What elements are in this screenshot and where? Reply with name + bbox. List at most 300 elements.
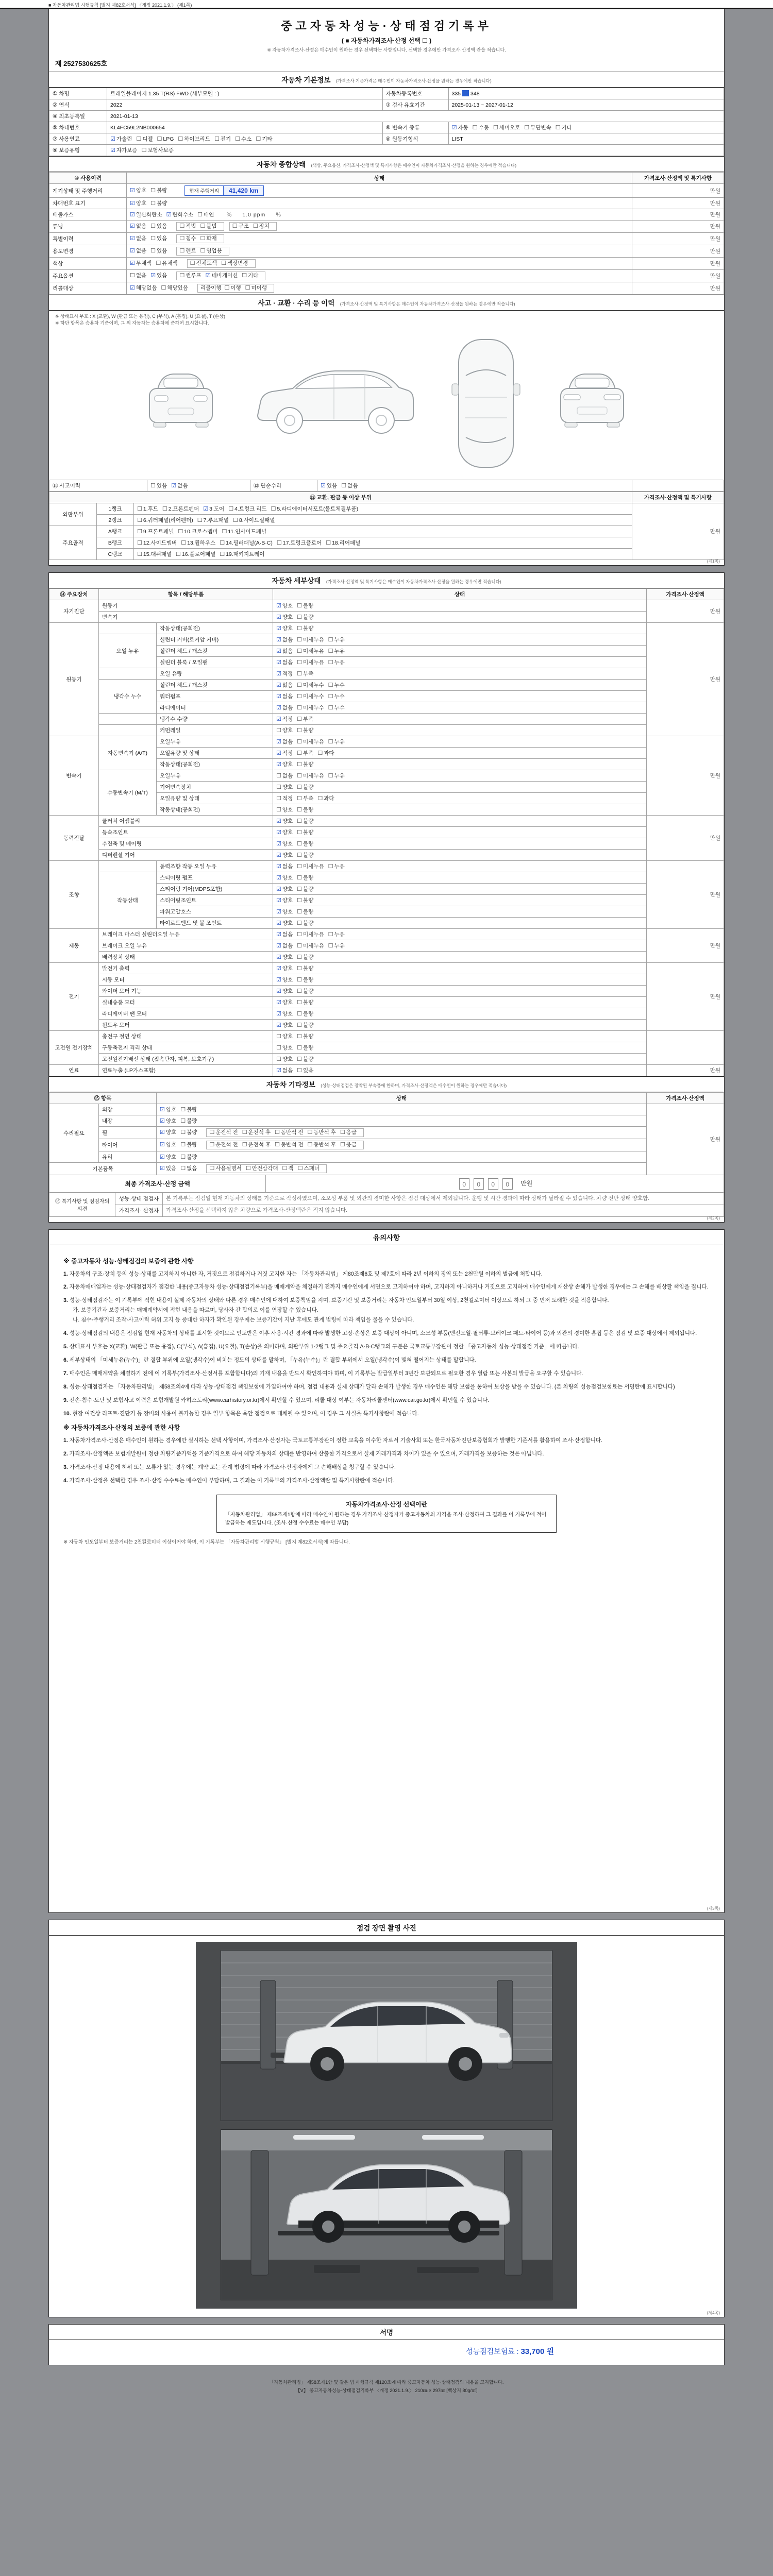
device-label: 변속기 xyxy=(49,736,99,816)
option-checkbox[interactable]: ☐ 5.라디에이터서포트(볼트체결부품) xyxy=(271,506,359,512)
option-checkbox[interactable]: ☐ 누유 xyxy=(328,773,345,779)
detail-row xyxy=(49,963,724,974)
option-checkbox[interactable]: ☐ 미세누유 xyxy=(297,648,324,654)
option-checkbox[interactable]: ☐ 전체도색 xyxy=(190,260,217,266)
signature-body xyxy=(49,2340,724,2363)
option-checkbox[interactable]: ☐ 운전석 전 xyxy=(209,1142,238,1148)
detail-row xyxy=(49,668,724,680)
option-checkbox[interactable]: ☑ 양호 xyxy=(276,988,293,994)
option-checkbox[interactable]: ☐ 불량 xyxy=(297,988,314,994)
option-checkbox[interactable]: ☐ 14.필러패널(A·B·C) xyxy=(220,540,273,546)
option-checkbox[interactable]: ☑ 해당없음 xyxy=(130,285,157,291)
option-checkbox[interactable]: ☐ 있음 xyxy=(150,248,167,254)
option-checkbox[interactable]: ☑ 양호 xyxy=(276,1022,293,1028)
option-checkbox[interactable]: ☐ 적정 xyxy=(276,795,293,802)
option-checkbox[interactable]: ☑ 양호 xyxy=(160,1154,177,1160)
option-checkbox[interactable]: ☐ 해당있음 xyxy=(161,285,188,291)
detail-row xyxy=(49,1020,724,1031)
notice-box xyxy=(48,1229,725,1913)
option-checkbox[interactable]: ☐ 전기 xyxy=(214,136,231,142)
detail-row xyxy=(49,770,724,782)
summary-row xyxy=(49,221,724,233)
option-checkbox[interactable]: ☑ 양호 xyxy=(276,1011,293,1017)
item-label: 냉각수 수량 xyxy=(157,714,273,725)
option-checkbox[interactable]: ☐ 10.크로스멤버 xyxy=(178,529,218,535)
option-checkbox[interactable]: ☑ 양호 xyxy=(160,1129,177,1136)
item-label: 브레이크 마스터 실린더오일 누유 xyxy=(99,929,273,940)
option-checkbox[interactable]: ☐ 부족 xyxy=(297,795,314,802)
option-checkbox[interactable]: ☑ 일산화탄소 xyxy=(130,212,162,218)
option-checkbox[interactable]: ☐ 구조 xyxy=(232,223,249,229)
option-checkbox[interactable]: ☐ 화재 xyxy=(200,235,217,242)
option-checkbox[interactable]: ☐ 수소 xyxy=(235,136,252,142)
rank-label: 1랭크 xyxy=(97,503,134,515)
device-label: 전기 xyxy=(49,963,99,1031)
option-checkbox[interactable]: ☐ 장치 xyxy=(253,223,270,229)
detail-row xyxy=(49,827,724,838)
notice-item: 9. 전손·침수·도난 및 보험사고 이력은 보험개발원 카히스토리(www.carhistory.or.kr)에서 확인할 수 있으며, 리콜 대상 여부는 자동차리콜센터(www.car.go.kr)에서 확인할 수 있습니다. xyxy=(63,1397,490,1403)
option-checkbox[interactable]: ☐ 안전삼각대 xyxy=(245,1165,278,1172)
price-value: 만원 xyxy=(632,503,724,560)
item-label: 발전기 출력 xyxy=(99,963,273,974)
subgroup-label: 자동변속기 (A/T) xyxy=(99,736,157,770)
part-label: 외판부위 xyxy=(49,503,97,526)
option-checkbox[interactable]: ☐ 13.휠하우스 xyxy=(181,540,216,546)
option-checkbox[interactable]: ☐ 동반석 전 xyxy=(275,1142,304,1148)
first-reg-value: 2021-01-13 xyxy=(107,111,724,122)
accident-history-row xyxy=(49,480,724,492)
option-checkbox[interactable]: ☐ 없음 xyxy=(130,273,147,279)
device-label: 자기진단 xyxy=(49,600,99,623)
option-checkbox[interactable]: ☐ 하이브리드 xyxy=(178,136,210,142)
option-checkbox[interactable]: ☐ 동반석 후 xyxy=(307,1142,336,1148)
option-checkbox[interactable]: ☐ 불량 xyxy=(297,977,314,983)
option-checkbox[interactable]: ☑ 양호 xyxy=(276,852,293,858)
opinion-label: ⑯ 특기사항 및 점검자의 의견 xyxy=(49,1193,115,1217)
inspection-photo-2 xyxy=(221,2129,552,2300)
option-checkbox[interactable]: ☐ 불량 xyxy=(150,187,167,194)
accident-options xyxy=(147,480,250,492)
option-checkbox[interactable]: ☐ 미세누유 xyxy=(297,943,324,949)
device-label: 원동기 xyxy=(49,623,99,736)
option-checkbox[interactable]: ☐ 무단변속 xyxy=(524,125,551,131)
subgroup-empty xyxy=(99,668,157,680)
option-checkbox[interactable]: ☐ 미세누수 xyxy=(297,705,324,711)
detail-row xyxy=(49,623,724,634)
option-checkbox[interactable]: ☐ 누유 xyxy=(328,931,345,938)
option-checkbox[interactable]: ☐ 렌트 xyxy=(179,248,196,254)
subgroup-empty xyxy=(99,725,157,736)
item-label: 스티어링 펌프 xyxy=(157,872,273,884)
reg-no-label: 자동차등록번호 xyxy=(382,88,448,99)
exchange-row xyxy=(49,537,724,549)
option-checkbox[interactable]: ☐ 불량 xyxy=(297,909,314,915)
option-checkbox[interactable]: ☐ 7.루프패널 xyxy=(197,517,229,523)
option-checkbox[interactable]: ☑ 없음 xyxy=(276,739,293,745)
car-name-label: ① 차명 xyxy=(49,88,107,99)
item-label: 디퍼렌셜 기어 xyxy=(99,850,273,861)
option-checkbox[interactable]: ☐ 수동 xyxy=(472,125,489,131)
option-checkbox[interactable]: ☐ 동반석 후 xyxy=(307,1129,336,1136)
item-label: 윈도우 모터 xyxy=(99,1020,273,1031)
price-digit: 0 xyxy=(502,1178,513,1190)
option-checkbox[interactable]: ☑ 양호 xyxy=(276,897,293,904)
option-checkbox[interactable]: ☑ 없음 xyxy=(276,682,293,688)
option-checkbox[interactable]: ☐ 미세누유 xyxy=(297,659,324,666)
option-checkbox[interactable]: ☑ 양호 xyxy=(276,603,293,609)
detail-row xyxy=(49,1054,724,1065)
option-checkbox[interactable]: ☑ 양호 xyxy=(130,187,147,194)
item-label: 작동상태(공회전) xyxy=(157,623,273,634)
option-checkbox[interactable]: ☐ 있음 xyxy=(150,223,167,229)
option-checkbox[interactable]: ☐ 썬루프 xyxy=(179,273,201,279)
sub-options xyxy=(176,272,265,280)
option-checkbox[interactable]: ☐ 불량 xyxy=(297,841,314,847)
option-checkbox[interactable]: ☐ 16.플로어패널 xyxy=(176,551,216,557)
option-checkbox[interactable]: ☐ 기타 xyxy=(256,136,273,142)
option-checkbox[interactable]: ☑ 없음 xyxy=(276,705,293,711)
option-checkbox[interactable]: ☐ 미세누유 xyxy=(297,773,324,779)
option-checkbox[interactable]: ☐ 누유 xyxy=(328,637,345,643)
option-checkbox[interactable]: ☐ 불량 xyxy=(297,1033,314,1040)
option-checkbox[interactable]: ☐ 누수 xyxy=(328,693,345,700)
option-checkbox[interactable]: ☐ 운전석 후 xyxy=(242,1129,271,1136)
option-checkbox[interactable]: ☑ 있음 xyxy=(150,273,167,279)
option-checkbox[interactable]: ☑ 적정 xyxy=(276,750,293,756)
col-item: 항목 / 해당부품 xyxy=(99,589,273,600)
option-checkbox[interactable]: ☐ 누유 xyxy=(328,739,345,745)
option-checkbox[interactable]: ☐ 양호 xyxy=(276,1033,293,1040)
option-checkbox[interactable]: ☐ 불량 xyxy=(297,886,314,892)
row-label: 주요옵션 xyxy=(49,270,127,282)
option-checkbox[interactable]: ☐ 12.사이드멤버 xyxy=(137,540,177,546)
option-checkbox[interactable]: ☑ 없음 xyxy=(130,235,147,242)
option-checkbox[interactable]: ☑ 양호 xyxy=(276,909,293,915)
subgroup-label: 오일 누유 xyxy=(99,634,157,668)
exchange-row xyxy=(49,549,724,560)
option-checkbox[interactable]: ☑ 양호 xyxy=(276,999,293,1006)
option-checkbox[interactable]: ☐ 사용설명서 xyxy=(209,1165,242,1172)
option-checkbox[interactable]: ☐ 불량 xyxy=(297,852,314,858)
option-checkbox[interactable]: ☐ 불량 xyxy=(297,603,314,609)
option-checkbox[interactable]: ☐ 없음 xyxy=(276,773,293,779)
detail-row xyxy=(49,634,724,646)
price-survey-select[interactable]: ( ■ 자동차가격조사·산정 선택 ☐ ) xyxy=(341,37,432,44)
summary-row xyxy=(49,258,724,270)
option-checkbox[interactable]: ☐ 응급 xyxy=(340,1142,357,1148)
option-checkbox[interactable]: ☐ 불량 xyxy=(297,875,314,881)
option-checkbox[interactable]: ☐ 9.프론트패널 xyxy=(137,529,174,535)
option-checkbox[interactable]: ☑ 양호 xyxy=(276,841,293,847)
price-value: 만원 xyxy=(647,963,724,1031)
option-checkbox[interactable]: ☑ 있음 xyxy=(160,1165,177,1172)
option-checkbox[interactable]: ☐ 응급 xyxy=(340,1129,357,1136)
inspection-photo-1 xyxy=(221,1950,552,2121)
option-checkbox[interactable]: ☑ 양호 xyxy=(276,965,293,972)
option-checkbox[interactable]: ☐ 디젤 xyxy=(136,136,153,142)
option-checkbox[interactable]: ☐ 운전석 전 xyxy=(209,1129,238,1136)
option-checkbox[interactable]: ☐ 있음 xyxy=(150,235,167,242)
detail-row xyxy=(49,838,724,850)
option-checkbox[interactable]: ☐ 불량 xyxy=(297,614,314,620)
option-checkbox[interactable]: ☐ 이행 xyxy=(224,285,241,291)
option-checkbox[interactable]: ☐ 없음 xyxy=(341,483,358,489)
option-checkbox[interactable]: ☐ 불량 xyxy=(180,1142,197,1148)
misc-row xyxy=(49,1104,724,1115)
option-checkbox[interactable]: ☑ 없음 xyxy=(276,637,293,643)
title-note: ※ 자동차가격조사·산정은 매수인이 원하는 경우 선택하는 사항입니다. 선택한 경우에만 가격조사·산정액 란을 적습니다. xyxy=(267,47,506,53)
option-checkbox[interactable]: ☐ 스패너 xyxy=(297,1165,320,1172)
option-checkbox[interactable]: ☐ 불량 xyxy=(297,965,314,972)
option-checkbox[interactable]: ☑ 없음 xyxy=(276,863,293,870)
summary-row xyxy=(49,270,724,282)
option-checkbox[interactable]: ☐ 적법 xyxy=(179,223,196,229)
option-checkbox[interactable]: ☐ 잭 xyxy=(282,1165,294,1172)
repair-group-label: 수리필요 xyxy=(49,1104,99,1163)
option-checkbox[interactable]: ☑ 없음 xyxy=(276,648,293,654)
option-checkbox[interactable]: ☐ 미세누유 xyxy=(297,739,324,745)
option-checkbox[interactable]: ☐ 1.후드 xyxy=(137,506,158,512)
option-checkbox[interactable]: ☑ 없음 xyxy=(276,693,293,700)
notice-footnote: ※ 자동차 인도일부터 보증거리는 2천킬로미터 이상이어야 하며, 이 기록부는 「자동차관리법 시행규칙」 [별지 제82호서식]에 따릅니다. xyxy=(63,1539,350,1545)
detail-row xyxy=(49,872,724,884)
option-checkbox[interactable]: ☐ 과다 xyxy=(317,795,334,802)
sub-options xyxy=(176,247,229,256)
option-checkbox[interactable]: ☐ 불량 xyxy=(297,920,314,926)
option-checkbox[interactable]: ☑ 가솔린 xyxy=(110,136,132,142)
option-checkbox[interactable]: ☐ 11.인사이드패널 xyxy=(222,529,267,535)
option-checkbox[interactable]: ☐ 매연 xyxy=(197,212,214,218)
item-label: 휠 xyxy=(99,1127,157,1139)
option-checkbox[interactable]: ☐ 양호 xyxy=(276,1045,293,1051)
option-checkbox[interactable]: ☐ 부족 xyxy=(297,750,314,756)
engine-type-value: LIST xyxy=(448,133,724,145)
option-checkbox[interactable]: ☐ 불법 xyxy=(200,223,217,229)
option-checkbox[interactable]: ☐ 18.리어패널 xyxy=(326,540,361,546)
price-value: 만원 xyxy=(647,929,724,963)
option-checkbox[interactable]: ☐ 불량 xyxy=(150,200,167,207)
option-checkbox[interactable]: ☐ 없음 xyxy=(180,1165,197,1172)
simple-repair-options xyxy=(317,480,632,492)
odometer-value: 41,420 km xyxy=(224,186,263,195)
option-checkbox[interactable]: ☐ 미세누유 xyxy=(297,637,324,643)
option-checkbox[interactable]: ☐ 불량 xyxy=(297,999,314,1006)
page-mark: (제3쪽) xyxy=(707,1906,720,1911)
option-checkbox[interactable]: ☐ 불량 xyxy=(297,807,314,813)
option-checkbox[interactable]: ☑ 무채색 xyxy=(130,260,152,266)
item-label: 실린더 헤드 / 개스킷 xyxy=(157,680,273,691)
item-label: 구동축전지 격리 상태 xyxy=(99,1042,273,1054)
option-checkbox[interactable]: ☑ 양호 xyxy=(276,875,293,881)
option-checkbox[interactable]: ☐ 누유 xyxy=(328,648,345,654)
option-checkbox[interactable]: ☐ 운전석 후 xyxy=(242,1142,271,1148)
option-checkbox[interactable]: ☐ 미세누수 xyxy=(297,693,324,700)
option-checkbox[interactable]: ☐ 있음 xyxy=(297,1067,314,1074)
notice-subitem: 나. 침수·주행거리 조작·사고이력 허위 고지 등 중대한 하자가 확인된 경우에는 보증기간이 지난 후에도 관계 법령에 따라 책임을 물을 수 있습니다. xyxy=(73,1317,414,1324)
option-checkbox[interactable]: ☐ 불량 xyxy=(297,818,314,824)
option-checkbox[interactable]: ☑ 없음 xyxy=(276,659,293,666)
exchange-header: ⑬ 교환, 판금 등 이상 부위 xyxy=(49,492,632,503)
notice-subitem: 가. 보증기간과 보증거리는 매매계약서에 적힌 내용을 따르며, 당사자 간 합의로 이를 연장할 수 있습니다. xyxy=(73,1307,318,1314)
col-item: ⑮ 항목 xyxy=(49,1093,157,1104)
option-checkbox[interactable]: ☐ 누수 xyxy=(328,682,345,688)
option-checkbox[interactable]: ☐ 누유 xyxy=(328,659,345,666)
detail-row xyxy=(49,1031,724,1042)
notice-heading-2: ※ 자동차가격조사·산정의 보증에 관한 사항 xyxy=(63,1423,180,1431)
col-state: 상태 xyxy=(127,173,632,184)
option-checkbox[interactable]: ☑ 적정 xyxy=(276,716,293,722)
option-checkbox[interactable]: ☐ LPG xyxy=(157,136,174,142)
option-checkbox[interactable]: ☑ 양호 xyxy=(160,1142,177,1148)
valid-value: 2025-01-13 ~ 2027-01-12 xyxy=(448,99,724,111)
col-price: 가격조사·산정액 및 특기사항 xyxy=(632,173,724,184)
option-checkbox[interactable]: ☐ 6.쿼터패널(리어펜더) xyxy=(137,517,193,523)
option-checkbox[interactable]: ☐ 불량 xyxy=(180,1129,197,1136)
option-checkbox[interactable]: ☐ 불량 xyxy=(297,1022,314,1028)
option-checkbox[interactable]: ☐ 누유 xyxy=(328,863,345,870)
option-checkbox[interactable]: ☐ 2.프론트펜더 xyxy=(162,506,199,512)
item-label: 유리 xyxy=(99,1151,157,1163)
option-checkbox[interactable]: ☐ 색상변경 xyxy=(221,260,248,266)
option-checkbox[interactable]: ☐ 불량 xyxy=(297,829,314,836)
price-value: 만원 xyxy=(632,184,724,198)
option-checkbox[interactable]: ☑ 양호 xyxy=(276,829,293,836)
option-checkbox[interactable]: ☐ 불량 xyxy=(297,954,314,960)
engine-type-label: ⑧ 원동기형식 xyxy=(382,133,448,145)
option-checkbox[interactable]: ☐ 기타 xyxy=(555,125,572,131)
option-checkbox[interactable]: ☐ 침수 xyxy=(179,235,196,242)
option-checkbox[interactable]: ☐ 누유 xyxy=(328,943,345,949)
option-checkbox[interactable]: ☑ 없음 xyxy=(130,223,147,229)
price-value: 만원 xyxy=(632,209,724,221)
option-checkbox[interactable]: ☐ 불량 xyxy=(180,1118,197,1124)
option-checkbox[interactable]: ☑ 양호 xyxy=(276,920,293,926)
price-digit: 0 xyxy=(488,1178,498,1190)
option-checkbox[interactable]: ☐ 유채색 xyxy=(156,260,178,266)
option-checkbox[interactable]: ☑ 자가보증 xyxy=(110,147,138,154)
option-checkbox[interactable]: ☐ 19.패키지트레이 xyxy=(220,551,265,557)
option-checkbox[interactable]: ☐ 양호 xyxy=(276,784,293,790)
option-checkbox[interactable]: ☑ 없음 xyxy=(276,943,293,949)
price-value: 만원 xyxy=(647,600,724,623)
inspector-opinion: 본 기록부는 점검일 현재 자동차의 상태를 기준으로 작성하였으며, 소모성 부품 및 외관의 경미한 사항은 점검 대상에서 제외됩니다. 운행 및 시간 경과에 따라 상태가 달라질 수 있습니다. 차량 전반 상태 양호함. xyxy=(163,1193,724,1205)
option-checkbox[interactable]: ☐ 양호 xyxy=(276,1056,293,1062)
first-reg-label: ④ 최초등록일 xyxy=(49,111,107,122)
option-checkbox[interactable]: ☑ 양호 xyxy=(276,977,293,983)
notice-item: 7. 매수인은 매매계약을 체결하기 전에 이 기록부(가격조사·산정서를 포함합니다)의 기재 내용을 반드시 확인하여야 하며, 이 기록부는 발급일부터 3년간 보관되므로 필요한 경우 열람 또는 사본의 발급을 요구할 수 있습니다. xyxy=(63,1370,583,1377)
option-checkbox[interactable]: ☑ 양호 xyxy=(276,625,293,632)
option-checkbox[interactable]: ☑ 있음 xyxy=(321,483,338,489)
option-checkbox[interactable]: ☐ 누수 xyxy=(328,705,345,711)
page-mark: (제4쪽) xyxy=(707,2310,720,2315)
warranty-label: ⑨ 보증유형 xyxy=(49,145,107,156)
subgroup-empty xyxy=(99,714,157,725)
price-value: 만원 xyxy=(647,1104,724,1175)
option-checkbox[interactable]: ☐ 양호 xyxy=(276,807,293,813)
option-checkbox[interactable]: ☐ 불량 xyxy=(297,761,314,768)
summary-row xyxy=(49,245,724,258)
option-checkbox[interactable]: ☑ 자동 xyxy=(451,125,468,131)
option-checkbox[interactable]: ☐ 영업용 xyxy=(200,248,222,254)
item-label: 원동기 xyxy=(99,600,273,612)
price-value: 만원 xyxy=(632,245,724,258)
option-checkbox[interactable]: ☑ 양호 xyxy=(276,614,293,620)
item-label: 브레이크 오일 누유 xyxy=(99,940,273,952)
option-checkbox[interactable]: ☑ 양호 xyxy=(276,954,293,960)
misc-bar: 자동차 기타정보 (성능·상태점검은 장착된 부속품에 한하며, 가격조사·산정액은 매수인이 원하는 경우에만 적습니다) xyxy=(49,1076,724,1092)
option-checkbox[interactable]: ☐ 불량 xyxy=(297,727,314,734)
item-label: 실린더 커버(로커암 커버) xyxy=(157,634,273,646)
option-checkbox[interactable]: ☐ 과다 xyxy=(317,750,334,756)
option-checkbox[interactable]: ☐ 기타 xyxy=(242,273,259,279)
car-side-view-icon xyxy=(248,360,418,447)
option-checkbox[interactable]: ☑ 양호 xyxy=(276,818,293,824)
option-checkbox[interactable]: ☐ 8.사이드실패널 xyxy=(233,517,275,523)
option-checkbox[interactable]: ☑ 양호 xyxy=(276,886,293,892)
col-price: 가격조사·산정액 및 특기사항 xyxy=(632,492,724,503)
option-checkbox[interactable]: ☐ 미이행 xyxy=(245,285,267,291)
row-label: 튜닝 xyxy=(49,221,127,233)
detail-row xyxy=(49,736,724,748)
option-checkbox[interactable]: ☑ 없음 xyxy=(276,1067,293,1074)
option-checkbox[interactable]: ☑ 양호 xyxy=(160,1107,177,1113)
option-checkbox[interactable]: ☐ 불량 xyxy=(297,1056,314,1062)
notice-item: 4. 가격조사·산정을 선택한 경우 조사·산정 수수료는 매수인이 부담하며, 그 결과는 이 기록부의 가격조사·산정액란 및 특기사항란에 적습니다. xyxy=(63,1477,395,1484)
option-checkbox[interactable]: ☐ 17.트렁크플로어 xyxy=(276,540,322,546)
subgroup-label: 작동상태 xyxy=(99,872,157,929)
option-checkbox[interactable]: ☐ 미세누유 xyxy=(297,931,324,938)
option-checkbox[interactable]: ☑ 양호 xyxy=(160,1118,177,1124)
option-checkbox[interactable]: ☑ 없음 xyxy=(130,248,147,254)
option-checkbox[interactable]: ☐ 양호 xyxy=(276,727,293,734)
option-checkbox[interactable]: ☑ 없음 xyxy=(276,931,293,938)
item-label: 실린더 블록 / 오일팬 xyxy=(157,657,273,668)
detail-row xyxy=(49,952,724,963)
option-checkbox[interactable]: ☑ 없음 xyxy=(171,483,188,489)
option-checkbox[interactable]: ☐ 4.트렁크 리드 xyxy=(228,506,267,512)
option-checkbox[interactable]: ☑ 양호 xyxy=(130,200,147,207)
exchange-table xyxy=(49,492,724,560)
option-checkbox[interactable]: ☐ 불량 xyxy=(297,1045,314,1051)
car-front-view-icon xyxy=(142,365,220,442)
vin-label: ⑤ 차대번호 xyxy=(49,122,107,133)
detail-row xyxy=(49,1042,724,1054)
option-checkbox[interactable]: ☑ 적정 xyxy=(276,671,293,677)
option-checkbox[interactable]: ☐ 미세누수 xyxy=(297,682,324,688)
option-checkbox[interactable]: ☐ 불량 xyxy=(297,784,314,790)
option-checkbox[interactable]: ☐ 불량 xyxy=(180,1107,197,1113)
option-checkbox[interactable]: ☐ 부족 xyxy=(297,716,314,722)
row-label: 색상 xyxy=(49,258,127,270)
option-checkbox[interactable]: ☐ 불량 xyxy=(297,1011,314,1017)
price-value: 만원 xyxy=(632,282,724,295)
option-checkbox[interactable]: ☐ 있음 xyxy=(150,483,167,489)
vin-value: KL4FC59L2NB000654 xyxy=(107,122,383,133)
option-checkbox[interactable]: ☐ 불량 xyxy=(297,625,314,632)
option-checkbox[interactable]: ☑ 3.도어 xyxy=(203,506,225,512)
option-checkbox[interactable]: ☐ 보험사보증 xyxy=(141,147,174,154)
option-checkbox[interactable]: ☐ 부족 xyxy=(297,671,314,677)
option-checkbox[interactable]: ☑ 네비게이션 xyxy=(205,273,238,279)
option-checkbox[interactable]: ☐ 동반석 전 xyxy=(275,1129,304,1136)
option-checkbox[interactable]: ☐ 세미오토 xyxy=(493,125,520,131)
option-checkbox[interactable]: ☑ 탄화수소 xyxy=(166,212,194,218)
option-checkbox[interactable]: ☐ 불량 xyxy=(180,1154,197,1160)
option-checkbox[interactable]: ☑ 양호 xyxy=(276,761,293,768)
option-checkbox[interactable]: ☐ 미세누유 xyxy=(297,863,324,870)
option-checkbox[interactable]: ☐ 불량 xyxy=(297,897,314,904)
option-checkbox[interactable]: ☐ 15.대쉬패널 xyxy=(137,551,172,557)
